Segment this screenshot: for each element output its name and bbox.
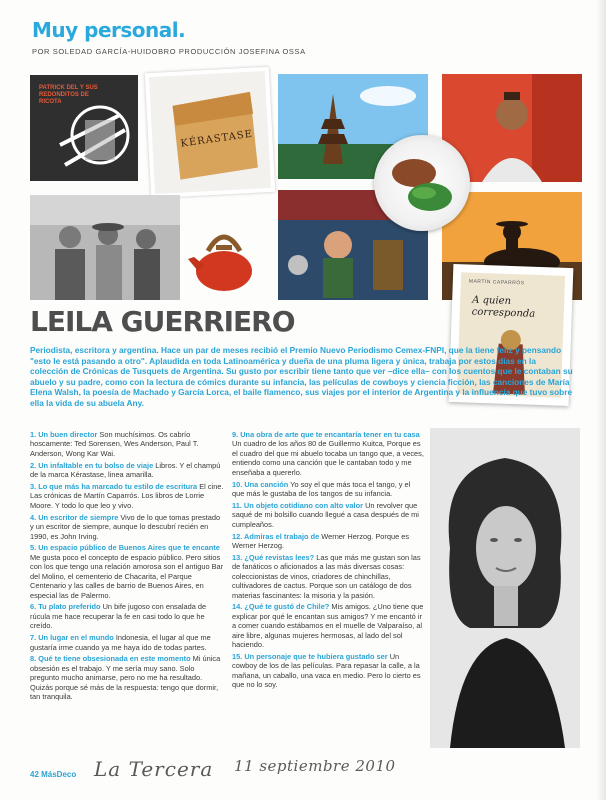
book-cover-illustration	[30, 75, 138, 181]
leila-portrait-photo	[430, 428, 580, 748]
qa-column-middle	[232, 430, 424, 692]
handwritten-date: 11 septiembre 2010	[234, 757, 396, 775]
page-edge	[596, 0, 606, 800]
article-intro: Periodista, escritora y argentina. Hace un par de meses recibió el Premio Nuevo Periodismo Cemex-FNPI, que la tiene feliz y pensando "esto le está pasando a otro". Aplaudida en toda Latinoamérica y dueña de una pluma ligera y única, trabaja por estos días en la colección de Crónicas de Tusquets de Argentina. Su gusto por escribir tiene tanto que ver –dice ella– con los cuentos que le contaban su abuelo y su padre, como con la lectura de cómics durante su infancia, las películas de cowboys y ciencia ficción, las canciones de María Elena Walsh, la poesía de Machado y García Lorca, el baile flamenco, sus viajes por el interior de Argentina y la influencia que tuvo sobre ella la vida de su abuela Any.	[30, 345, 573, 408]
page-number: 42 MásDeco	[30, 770, 77, 779]
qa-item: 15. Un personaje que te hubiera gustado ser Un cowboy de los de las películas. Para repasar la calle, a la mañana, un caballo, una vaca en medio. Pero lo cierto es que no lo soy.	[232, 651, 421, 690]
qa-item: 8. Qué te tiene obsesionada en este momento Mi única obsesión es el trabajo. Y me sería muy sano. Solo pregunto mucho animarse, pero no me ha resultado. Quizás porque sé más de la respuesta: tengo que dormir, tan tranquila.	[30, 654, 221, 702]
qa-item: 4. Un escritor de siempre Vivo de lo que tomas prestado y un escritor de siempre, aunque lo descubrí recién en 1990, es John Irving.	[30, 512, 221, 541]
cowboys-photo	[30, 195, 180, 300]
kerastase-label: KÉRASTASE	[179, 128, 254, 150]
qa-item: 1. Un buen director Son muchísimos. Os cabrío hoscamente: Ted Sorensen, Wes Anderson, Paul T. Anderson, Wong Kar Wai.	[30, 430, 199, 458]
qa-item: 14. ¿Qué te gustó de Chile? Mis amigos. ¿Uno tiene que explicar por qué le encantan sus amigos? Y me encantó ir a comer cuando estábamos en el muelle de Valparaíso, al aire libre, algunas mujeres hermosas, al lado del sol haciendo.	[232, 602, 424, 650]
steak-dish-photo	[374, 135, 470, 231]
qa-item: 3. Lo que más ha marcado tu estilo de escritura El cine. Las crónicas de Martín Caparrós. Los libros de Lorrie Moore. Y todo lo que leo y vivo.	[30, 482, 224, 510]
section-title: Muy personal.	[32, 18, 186, 42]
qa-item: 10. Una canción Yo soy el que más toca el tango, y el que más le gustaba de los tangos de su infancia.	[232, 479, 411, 498]
qa-item: 6. Tu plato preferido Un bife jugoso con ensalada de rúcula me hace recuperar la fe en casi todo lo que he creído.	[30, 602, 207, 631]
qa-item: 7. Un lugar en el mundo Indonesia, el lugar al que me gustaría irme cuando ya me haya ido de todas partes.	[30, 633, 211, 652]
book-cover-text: PATRICK DEL Y SUS REDONDITOS DE RICOTA	[39, 85, 98, 105]
kerastase-product-photo	[145, 67, 275, 198]
qa-item: 9. Una obra de arte que te encantaría tener en tu casa Un cuadro de los años 80 de Guillermo Kuitca, Porque es el cuadro del que mi abuelo tocaba un tango que, a veces, entiendo como una canción que le cantaban todo y me enseñaba a quererlo.	[232, 430, 424, 477]
qa-item: 5. Un espacio público de Buenos Aires que te encante Me gusta poco el concepto de espacio público. Pero sitios con los que tengo una relación amorosa son el antiguo Bar del Molino, el cementerio de Chacarita, el Parque Centenario y las calles de barrio de Buenos Aires, en especial las de Palermo.	[30, 543, 224, 600]
qa-item: 2. Un infaltable en tu bolso de viaje Libros. Y el champú de la marca Kérastase, linea amarilla.	[30, 460, 221, 480]
qa-item: 11. Un objeto cotidiano con alto valor Un revolver que saqué de mi bolsillo cuando llegué a casa después de mi cumpleaños.	[232, 500, 419, 529]
article-headline: LEILA GUERRIERO	[30, 305, 295, 338]
novel-author: MARTÍN CAPARRÓS	[468, 278, 525, 287]
qa-column-left	[30, 430, 225, 704]
qa-item: 13. ¿Qué revistas lees? Las que más me gustan son las de fanáticos o aficionados a las más diversas cosas: coleccionistas de vinos, criadores de chinchillas, cultivadores de cactus. Porque son un catálogo de dos materias fascinantes: la misoria y la pasión.	[232, 552, 421, 600]
qa-item: 12. Admiras el trabajo de Werner Herzog. Porque es Werner Herzog.	[232, 531, 410, 550]
handwritten-newspaper: La Tercera	[94, 757, 214, 781]
kettle-photo	[184, 205, 264, 300]
byline: POR SOLEDAD GARCÍA-HUIDOBRO PRODUCCIÓN JOSEFINA OSSA	[32, 47, 306, 56]
book-cover-photo	[30, 75, 138, 181]
novel-title: A quien corresponda	[471, 294, 536, 320]
